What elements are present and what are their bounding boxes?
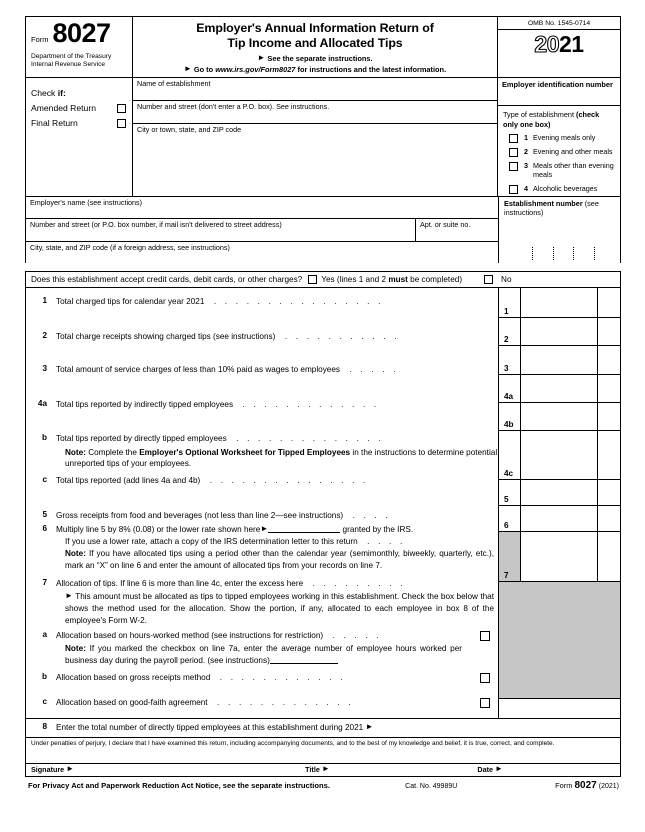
perjury-text: Under penalties of perjury, I declare that I have examined this return, including accompanying documents, and to the best of my knowledge and belief, it is true, correct, and complete. [31, 740, 555, 748]
type-option-3[interactable] [503, 161, 616, 179]
line-3 [26, 359, 498, 393]
footer-form-number: 8027 [574, 779, 597, 791]
type-option-1[interactable] [503, 133, 616, 143]
employer-city-field[interactable] [26, 242, 498, 263]
date-field[interactable] [477, 765, 620, 774]
leader-dots: . . . . . . . . . . . . . . . . [208, 296, 384, 306]
irs-url[interactable]: www.irs.gov/Form8027 [215, 65, 296, 75]
line-3-number: 3 [42, 363, 47, 373]
line-6-continued [26, 536, 498, 548]
type-of-establishment-block [498, 106, 620, 195]
leader-dots: . . . . [361, 536, 406, 546]
leader-dots: . . . . . . . . . . . . . [237, 399, 380, 409]
amount-2-cents[interactable] [598, 318, 620, 345]
right-triangle-icon: ► [66, 763, 75, 773]
perjury-statement [25, 737, 621, 763]
amount-4a-number: 4a [499, 375, 521, 402]
type-label-text: Type of establishment [503, 110, 574, 120]
line-4b-number: b [41, 432, 47, 442]
line-2-label: Total charge receipts showing charged tips (see instructions) [56, 331, 276, 341]
type-option-2-number: 2 [524, 147, 528, 157]
form-title-line1: Employer's Annual Information Return of [196, 21, 434, 35]
line-4c-label: Total tips reported (add lines 4a and 4b) [56, 475, 201, 485]
line-7b [26, 667, 498, 684]
department-label: Department of the Treasury [31, 52, 112, 60]
line-4a-number: 4a [37, 398, 47, 408]
line-1 [26, 288, 498, 326]
line-8 [25, 718, 621, 737]
right-triangle-icon: ► [495, 763, 503, 773]
final-return-checkbox[interactable] [117, 119, 126, 128]
line-7a-note [26, 642, 498, 666]
line-items-column [26, 288, 498, 719]
line-5 [26, 502, 498, 522]
line-6-granted: granted by the IRS. [342, 524, 414, 534]
line-1-number: 1 [42, 295, 47, 305]
establishment-number-cell[interactable] [595, 247, 614, 260]
line-6-cont-text: If you use a lower rate, attach a copy of the IRS determination letter to this return [65, 536, 358, 546]
header-omb-block [498, 17, 620, 77]
line-6-rate-input[interactable] [268, 524, 340, 533]
line-7-subtext-body: This amount must be allocated as tips to tipped employees working in this establishment. Check the box below that shows the method used for the allocation. Show the portion, if any, allocated to each employee in box 8 of the employee's Form W-2. [65, 592, 494, 625]
note-label: Note: [65, 549, 86, 559]
right-triangle-icon: ► [260, 523, 269, 533]
signature-row [25, 763, 621, 777]
tax-year-prefix: 20 [534, 31, 559, 57]
amount-6-number: 6 [499, 506, 521, 531]
employer-street-field[interactable] [26, 219, 416, 241]
accepts-charges-no-checkbox[interactable] [484, 275, 493, 284]
type-label-bold: (check only one box) [503, 110, 600, 129]
amount-2-number: 2 [499, 318, 521, 345]
amount-3-number: 3 [499, 346, 521, 374]
type-option-2-checkbox[interactable] [509, 148, 518, 157]
agency-label: Internal Revenue Service [31, 61, 106, 69]
leader-dots: . . . . . . . . . . . [279, 331, 400, 341]
line-3-text [56, 364, 494, 393]
right-triangle-icon: ► [65, 591, 73, 601]
amount-6-cents[interactable] [598, 506, 620, 531]
amount-row-2[interactable] [499, 318, 620, 346]
line-7a-label: Allocation based on hours-worked method (see instructions for restriction) [56, 631, 324, 641]
tax-year-block [498, 29, 620, 60]
employer-block [25, 196, 621, 263]
amount-5-number: 5 [499, 480, 521, 505]
instructions-pointer [137, 54, 493, 63]
amount-row-4c[interactable] [499, 431, 620, 480]
line-1-label: Total charged tips for calendar year 2021 [56, 296, 205, 306]
amount-4b-cents[interactable] [598, 403, 620, 430]
leader-dots: . . . . . . . . . . . . [214, 672, 346, 682]
note-label: Note: [65, 447, 86, 457]
footer-form-identity [555, 780, 619, 791]
line-4a-text [56, 399, 494, 427]
employer-street-label: Number and street (or P.O. box number, if mail isn't delivered to street address) [30, 219, 282, 229]
amount-4a-dollars[interactable] [521, 375, 598, 402]
form-word-label: Form [31, 34, 49, 44]
amount-4c-number: 4c [499, 431, 521, 479]
line-4b-note [26, 445, 498, 470]
leader-dots: . . . . . . . . . . . . . . . [204, 475, 369, 485]
amount-row-6[interactable] [499, 506, 620, 532]
leader-dots: . . . . . . . . . . . . . [211, 698, 354, 708]
establishment-number-cells[interactable] [513, 247, 614, 260]
line-3-label: Total amount of service charges of less than 10% paid as wages to employees [56, 364, 340, 374]
type-option-3-number: 3 [524, 161, 528, 171]
establishment-number-cell[interactable] [574, 247, 594, 260]
line-1-text [56, 296, 494, 326]
line-4b [26, 427, 498, 445]
line-4c-number: c [42, 474, 47, 484]
amount-4b-number: 4b [499, 403, 521, 430]
leader-dots: . . . . . [327, 631, 382, 641]
establishment-address-fields [133, 78, 498, 195]
agency-block [31, 53, 127, 70]
line-7-text [56, 578, 494, 590]
signature-field[interactable] [26, 765, 305, 774]
employer-street-row [26, 219, 498, 242]
form-footer [25, 777, 621, 791]
note-bold: Employer's Optional Worksheet for Tipped Employees [139, 447, 351, 457]
line-6 [26, 522, 498, 536]
amount-1-dollars[interactable] [521, 288, 598, 317]
amended-return-label: Amended Return [31, 103, 96, 114]
amount-4c-cents[interactable] [598, 431, 620, 479]
title-label: Title [305, 764, 320, 774]
line-7b-number: b [41, 671, 47, 681]
line-4c [26, 470, 498, 502]
type-option-1-number: 1 [524, 133, 528, 143]
employer-name-label: Employer's name (see instructions) [30, 197, 143, 207]
amended-return-checkbox[interactable] [117, 104, 126, 113]
employer-city-label: City, state, and ZIP code (if a foreign address, see instructions) [30, 242, 230, 252]
amount-4c-dollars[interactable] [521, 431, 598, 479]
right-triangle-icon: ► [183, 64, 192, 74]
line-4a-label: Total tips reported by indirectly tipped employees [56, 399, 234, 409]
type-option-3-label: Meals other than evening meals [533, 161, 614, 180]
type-of-establishment-label [503, 110, 616, 129]
accepts-charges-yes-checkbox[interactable] [308, 275, 317, 284]
amount-row-4b[interactable] [499, 403, 620, 431]
line-7b-text [56, 672, 494, 684]
type-option-2[interactable] [503, 147, 616, 157]
amount-4b-dollars[interactable] [521, 403, 598, 430]
leader-dots: . . . . . . . . . [307, 578, 406, 588]
amount-column [498, 288, 620, 719]
establishment-name-label: Name of establishment [137, 79, 211, 89]
form-body [25, 288, 621, 719]
form-header [25, 16, 621, 77]
omb-number: OMB No. 1545-0714 [527, 20, 591, 27]
ein-label: Employer identification number [502, 80, 613, 90]
amount-row-5[interactable] [499, 480, 620, 506]
line-7b-label: Allocation based on gross receipts method [56, 672, 211, 682]
amount-7-number: 7 [499, 532, 521, 581]
establishment-number-cell[interactable] [554, 247, 574, 260]
website-pointer [137, 65, 493, 74]
line-7a [26, 626, 498, 642]
type-option-4-label: Alcoholic beverages [533, 183, 598, 193]
line-5-number: 5 [42, 509, 47, 519]
footer-form-word: Form [555, 780, 573, 790]
amount-3-dollars[interactable] [521, 346, 598, 374]
type-option-2-label: Evening and other meals [533, 147, 613, 157]
note-part1: Complete the [88, 447, 137, 457]
note-label: Note: [65, 644, 86, 654]
type-option-4[interactable] [503, 184, 616, 194]
type-option-4-checkbox[interactable] [509, 185, 518, 194]
form-number: 8027 [52, 18, 111, 48]
line-6-number: 6 [42, 523, 47, 533]
line-5-label: Gross receipts from food and beverages (not less than line 2—see instructions) [56, 510, 344, 520]
irs-form-8027 [25, 16, 621, 791]
establishment-city-field[interactable] [133, 124, 497, 183]
amended-return-row[interactable] [31, 103, 127, 113]
line-6-note [26, 547, 498, 571]
line-4b-text [56, 433, 494, 445]
establishment-street-label: Number and street (don't enter a P.O. box). See instructions. [137, 102, 330, 112]
note-part2: in the instructions to determine potential unreported tips of your employees. [65, 447, 498, 469]
amount-row-4a[interactable] [499, 375, 620, 403]
yes-bold: must [388, 274, 408, 284]
form-title-line2: Tip Income and Allocated Tips [227, 35, 403, 50]
line-4a [26, 393, 498, 427]
line-6-label: Multiply line 5 by 8% (0.08) or the lower rate shown here [56, 524, 261, 534]
establishment-number-field[interactable] [498, 197, 620, 263]
final-return-label: Final Return [31, 118, 78, 129]
leader-dots: . . . . . [344, 364, 399, 374]
amount-3-cents[interactable] [598, 346, 620, 374]
establishment-number-bold: Establishment number [504, 198, 583, 208]
tax-year-suffix: 21 [559, 31, 584, 57]
amount-1-cents[interactable] [598, 288, 620, 317]
leader-dots: . . . . . . . . . . . . . . [230, 433, 384, 443]
ein-field[interactable] [498, 78, 620, 106]
establishment-identity-block [25, 77, 621, 195]
check-if-block [26, 78, 133, 195]
line-7c [26, 683, 498, 718]
line-2 [26, 326, 498, 359]
establishment-number-cell[interactable] [513, 247, 533, 260]
right-triangle-icon: ► [321, 763, 330, 773]
yes-prefix: Yes (lines 1 and 2 [321, 274, 387, 284]
line-6-text [56, 524, 494, 536]
privacy-act-notice: For Privacy Act and Paperwork Reduction Act Notice, see the separate instructions. [28, 780, 331, 790]
header-title-block [133, 17, 498, 77]
right-triangle-icon: ► [257, 53, 266, 63]
ein-and-type-block [498, 78, 620, 195]
line-4b-label: Total tips reported by directly tipped employees [56, 433, 227, 443]
amount-row-7[interactable] [499, 532, 620, 582]
line-7a-text [56, 630, 494, 642]
line-7c-text [56, 697, 494, 709]
date-label: Date [477, 764, 494, 774]
line-4c-text [56, 475, 494, 502]
establishment-number-label [504, 199, 616, 218]
amount-row-1[interactable] [499, 288, 620, 318]
establishment-name-field[interactable] [133, 78, 497, 101]
amount-4a-cents[interactable] [598, 375, 620, 402]
type-option-4-number: 4 [524, 183, 528, 193]
line-7a-hours-input[interactable] [270, 655, 338, 664]
line-2-text [56, 331, 494, 359]
goto-prefix: Go to [193, 65, 214, 75]
line-7-label: Allocation of tips. If line 6 is more than line 4c, enter the excess here [56, 578, 304, 588]
type-option-3-checkbox[interactable] [509, 162, 518, 171]
amount-5-dollars[interactable] [521, 480, 598, 505]
goto-suffix: for instructions and the latest information. [297, 65, 447, 75]
instructions-pointer-text: See the separate instructions. [267, 54, 373, 64]
accepts-charges-yes-label [321, 275, 462, 284]
leader-dots: . . . . [347, 510, 391, 520]
establishment-number-rest: (see instructions) [504, 198, 599, 218]
line-7-subtext [26, 589, 498, 626]
title-field[interactable] [305, 765, 477, 774]
note-text: If you marked the checkbox on line 7a, enter the average number of employee hours worked per business day during the payroll period. (see instructions) [65, 644, 462, 665]
accepts-charges-question [25, 271, 621, 288]
line-7a-checkbox[interactable] [480, 631, 490, 641]
employer-apt-field[interactable] [416, 219, 498, 241]
signature-label: Signature [31, 764, 65, 774]
footer-year: (2021) [598, 782, 619, 790]
employer-apt-label: Apt. or suite no. [420, 219, 471, 229]
header-form-identity [26, 17, 133, 77]
type-option-1-label: Evening meals only [533, 133, 596, 143]
amount-7-dollars[interactable] [521, 532, 598, 581]
right-triangle-icon: ► [365, 722, 374, 732]
line-5-text [56, 510, 494, 522]
line-8-label: Enter the total number of directly tipped employees at this establishment during 2021 [56, 723, 364, 733]
line-7b-checkbox[interactable] [480, 673, 490, 683]
catalog-number: Cat. No. 49989U [405, 782, 458, 790]
line-7c-checkbox[interactable] [480, 698, 490, 708]
line-8-text [56, 722, 615, 734]
establishment-number-cell[interactable] [533, 247, 553, 260]
line-7a-number: a [42, 630, 47, 640]
line-7-number: 7 [42, 577, 47, 587]
amount-1-number: 1 [499, 288, 521, 317]
note-text: If you have allocated tips using a period other than the calendar year (semimonthly, biweekly, quarterly, etc.), mark an “X” on line 6 and enter the amount of allocated tips from your records on line 7. [65, 549, 494, 570]
type-option-1-checkbox[interactable] [509, 134, 518, 143]
line-2-number: 2 [42, 330, 47, 340]
amount-shaded-block [499, 582, 620, 699]
employer-address-fields [26, 197, 498, 263]
line-7c-number: c [42, 697, 47, 707]
final-return-row[interactable] [31, 118, 127, 128]
amount-7-cents[interactable] [598, 532, 620, 581]
employer-name-field[interactable] [26, 197, 498, 219]
amount-2-dollars[interactable] [521, 318, 598, 345]
amount-row-3[interactable] [499, 346, 620, 375]
amount-5-cents[interactable] [598, 480, 620, 505]
line-8-number: 8 [42, 722, 47, 732]
line-7 [26, 572, 498, 590]
accepts-charges-text: Does this establishment accept credit cards, debit cards, or other charges? [31, 274, 303, 284]
check-if-label: Check if: [31, 88, 66, 99]
accepts-charges-no-label: No [501, 274, 512, 284]
yes-suffix: be completed) [410, 274, 463, 284]
establishment-city-label: City or town, state, and ZIP code [137, 125, 242, 135]
amount-6-dollars[interactable] [521, 506, 598, 531]
line-7c-label: Allocation based on good-faith agreement [56, 698, 208, 708]
establishment-street-field[interactable] [133, 101, 497, 124]
